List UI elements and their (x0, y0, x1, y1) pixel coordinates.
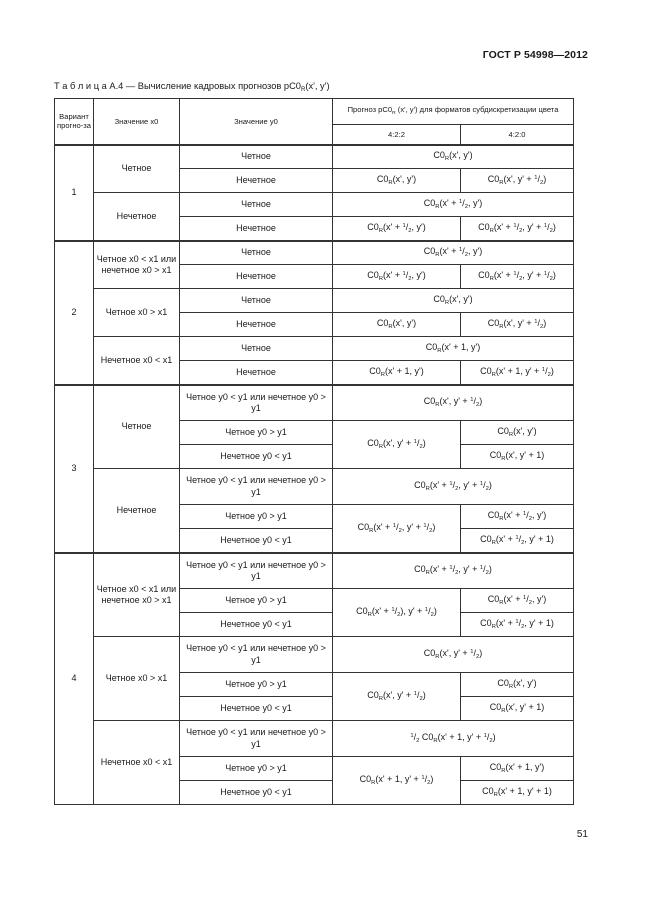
forecast-422-cell: $C0_R(x' + ^1/_2$, y') (333, 265, 461, 289)
header-variant: Вариант прогно-за (55, 99, 94, 145)
forecast-420-cell: $C0_R(x' + 1$, $y' + ^1/_2$) (461, 361, 574, 385)
y0-cell: Нечетное (180, 313, 333, 337)
forecast-420-cell: $C0_R(x'$, $y' + ^1/_2$) (461, 169, 574, 193)
x0-cell: Нечетное x0 < x1 (94, 337, 180, 385)
forecast-420-cell: $C0_R(x'$, y' + 1) (461, 697, 574, 721)
x0-cell: Четное x0 < x1 или нечетное x0 > x1 (94, 241, 180, 289)
forecast-420-cell: $C0_R(x'$, y') (461, 421, 574, 445)
y0-cell: Нечетное y0 < y1 (180, 613, 333, 637)
forecast-cell: $C0_R(x'$, $y' + ^1/_2$) (333, 385, 574, 421)
forecast-cell: $C0_R(x'$, y') (333, 145, 574, 169)
forecast-420-cell: $C0_R(x'$, y') (461, 673, 574, 697)
forecast-422-cell: $C0_R(x'$, y') (333, 313, 461, 337)
header-forecast: Прогноз $pC0_R$ (x', y') для форматов субдискретизации цвета (333, 99, 574, 125)
y0-cell: Четное y0 > y1 (180, 589, 333, 613)
y0-cell: Четное y0 > y1 (180, 505, 333, 529)
caption-prefix: Т а б л и ц а А.4 — Вычисление кадровых прогнозов (54, 81, 284, 91)
forecast-cell: $C0_R(x' + ^1/_2$, $y' + ^1/_2$) (333, 553, 574, 589)
variant-cell: 1 (55, 145, 94, 241)
page-number: 51 (576, 829, 588, 840)
forecast-422-cell: $C0_R(x'$, $y' + ^1/_2$) (333, 421, 461, 469)
x0-cell: Нечетное x0 < x1 (94, 721, 180, 805)
y0-cell: Четное (180, 337, 333, 361)
header-422: 4:2:2 (333, 125, 461, 145)
forecast-420-cell: $C0_R(x' + ^1/_2$, y' + 1) (461, 613, 574, 637)
forecast-420-cell: $C0_R(x' + ^1/_2$, y') (461, 505, 574, 529)
y0-cell: Четное y0 < y1 или нечетное y0 > y1 (180, 553, 333, 589)
forecast-cell: $^1/_2$ $C0_R(x' + 1$, $y' + ^1/_2$) (333, 721, 574, 757)
forecast-420-cell: $C0_R(x' + ^1/_2$, $y' + ^1/_2$) (461, 217, 574, 241)
y0-cell: Четное (180, 193, 333, 217)
forecast-cell: $C0_R(x' + ^1/_2$, y') (333, 241, 574, 265)
variant-cell: 4 (55, 553, 94, 805)
y0-cell: Четное y0 > y1 (180, 757, 333, 781)
x0-cell: Четное x0 > x1 (94, 289, 180, 337)
forecast-420-cell: $C0_R(x'$, y' + 1) (461, 445, 574, 469)
header-x0: Значение x0 (94, 99, 180, 145)
x0-cell: Нечетное (94, 193, 180, 241)
x0-cell: Четное (94, 145, 180, 193)
table-caption (54, 81, 330, 93)
forecast-420-cell: $C0_R(x' + 1$, y') (461, 757, 574, 781)
forecast-422-cell: $C0_R(x' + 1$, y') (333, 361, 461, 385)
y0-cell: Четное (180, 241, 333, 265)
y0-cell: Четное y0 > y1 (180, 421, 333, 445)
x0-cell: Нечетное (94, 469, 180, 553)
forecast-420-cell: $C0_R(x' + ^1/_2$, $y' + ^1/_2$) (461, 265, 574, 289)
y0-cell: Нечетное y0 < y1 (180, 781, 333, 805)
y0-cell: Нечетное y0 < y1 (180, 445, 333, 469)
y0-cell: Четное y0 < y1 или нечетное y0 > y1 (180, 637, 333, 673)
y0-cell: Четное (180, 289, 333, 313)
forecast-422-cell: $C0_R(x'$, y') (333, 169, 461, 193)
forecast-422-cell: $C0_R(x'$, $y' + ^1/_2$) (333, 673, 461, 721)
forecast-422-cell: $C0_R(x' + ^1/_2$, y') (333, 217, 461, 241)
forecast-cell: $C0_R(x'$, y') (333, 289, 574, 313)
caption-formula: $pC0_R(x'$, y') (283, 81, 330, 93)
forecast-420-cell: $C0_R(x' + ^1/_2$, y' + 1) (461, 529, 574, 553)
y0-cell: Нечетное (180, 265, 333, 289)
y0-cell: Нечетное (180, 217, 333, 241)
forecast-table (54, 98, 574, 805)
variant-cell: 2 (55, 241, 94, 385)
forecast-cell: $C0_R(x' + ^1/_2$, y') (333, 193, 574, 217)
y0-cell: Нечетное (180, 361, 333, 385)
forecast-420-cell: $C0_R(x' + ^1/_2$, y') (461, 589, 574, 613)
variant-cell: 3 (55, 385, 94, 553)
y0-cell: Четное y0 < y1 или нечетное y0 > y1 (180, 385, 333, 421)
x0-cell: Четное x0 > x1 (94, 637, 180, 721)
x0-cell: Четное x0 < x1 или нечетное x0 > x1 (94, 553, 180, 637)
y0-cell: Нечетное y0 < y1 (180, 697, 333, 721)
x0-cell: Четное (94, 385, 180, 469)
y0-cell: Четное (180, 145, 333, 169)
forecast-cell: $C0_R(x' + ^1/_2$, $y' + ^1/_2$) (333, 469, 574, 505)
header-420: 4:2:0 (461, 125, 574, 145)
forecast-422-cell: $C0_R(x' + ^1/_2)$, $y' + ^1/_2$) (333, 589, 461, 637)
standard-header: ГОСТ Р 54998—2012 (482, 49, 588, 61)
forecast-422-cell: $C0_R(x' + ^1/_2$, $y' + ^1/_2$) (333, 505, 461, 553)
forecast-422-cell: $C0_R(x' + 1$, $y' + ^1/_2$) (333, 757, 461, 805)
y0-cell: Нечетное y0 < y1 (180, 529, 333, 553)
y0-cell: Нечетное (180, 169, 333, 193)
forecast-420-cell: $C0_R(x' + 1$, y' + 1) (461, 781, 574, 805)
y0-cell: Четное y0 < y1 или нечетное y0 > y1 (180, 469, 333, 505)
forecast-420-cell: $C0_R(x'$, $y' + ^1/_2$) (461, 313, 574, 337)
forecast-cell: $C0_R(x'$, $y' + ^1/_2$) (333, 637, 574, 673)
y0-cell: Четное y0 > y1 (180, 673, 333, 697)
y0-cell: Четное y0 < y1 или нечетное y0 > y1 (180, 721, 333, 757)
header-y0: Значение y0 (180, 99, 333, 145)
forecast-cell: $C0_R(x' + 1$, y') (333, 337, 574, 361)
